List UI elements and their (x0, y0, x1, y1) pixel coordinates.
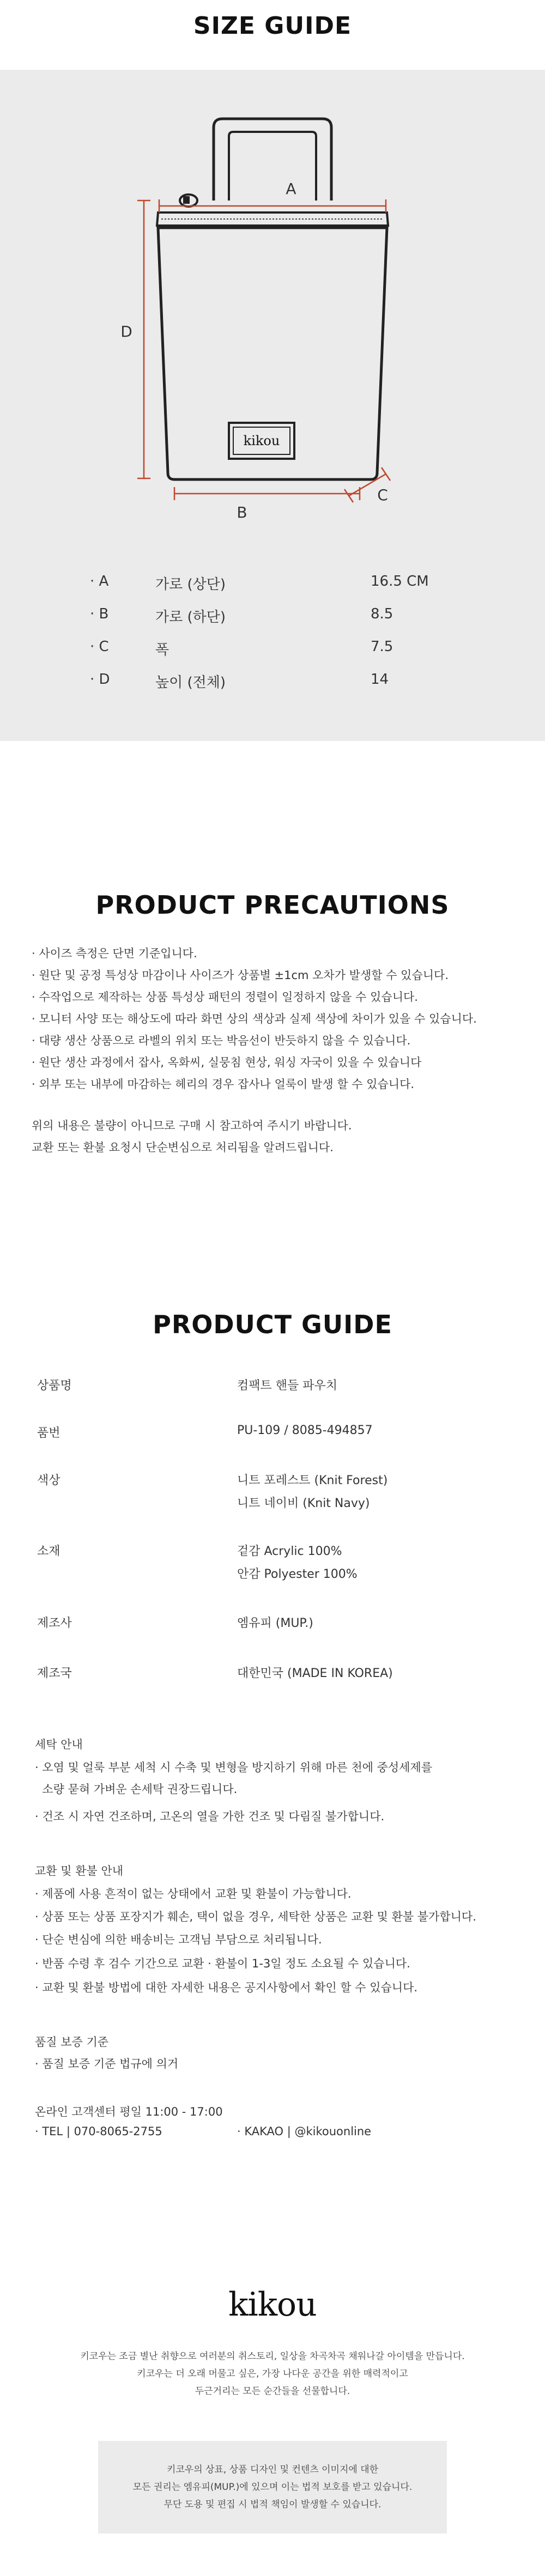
label-c: C (377, 486, 388, 504)
row-name: 가로 (상단) (155, 576, 226, 593)
brand-intro-line: 키코우는 조금 별난 취향으로 여러분의 취스토리, 일상을 차곡차곡 채워나갈 아이템을 만듭니다. (80, 2351, 465, 2362)
row-marker: · D (90, 671, 110, 688)
size-guide-title: SIZE GUIDE (193, 12, 352, 40)
copyright-line: 무단 도용 및 편집 시 법적 책임이 발생할 수 있습니다. (164, 2499, 382, 2510)
dimension-c-tick-left (344, 489, 353, 502)
exchange-title: 교환 및 환불 안내 (35, 1864, 124, 1878)
row-name: 폭 (155, 642, 169, 658)
copyright-line: 모든 권리는 엠유피(MUP.)에 있으며 이는 법적 보호를 받고 있습니다. (132, 2482, 413, 2493)
precaution-item: · 모니터 사양 또는 해상도에 따라 화면 상의 색상과 실제 색상에 차이가 있을 수 있습니다. (32, 1012, 477, 1025)
spec-value-material: 겉감 Acrylic 100% (237, 1545, 342, 1558)
spec-value-color: 니트 포레스트 (Knit Forest) (237, 1474, 388, 1487)
spec-value-material: 안감 Polyester 100% (237, 1568, 358, 1581)
spec-value-maker: 엠유피 (MUP.) (237, 1617, 313, 1630)
precaution-item: · 원단 생산 과정에서 잡사, 옥화씨, 실뭉침 현상, 워싱 자국이 있을 수 있습니다 (32, 1056, 422, 1069)
exchange-item: · 반품 수령 후 검수 기간으로 교환 · 환불이 1-3일 정도 소요될 수 있습니다. (35, 1957, 410, 1970)
spec-value-name: 컴팩트 핸들 파우치 (237, 1379, 338, 1393)
row-marker: · A (90, 573, 109, 590)
spec-value-color: 니트 네이비 (Knit Navy) (237, 1497, 370, 1510)
exchange-item: · 단순 변심에 의한 배송비는 고객님 부담으로 처리됩니다. (35, 1933, 322, 1946)
contact-kakao: · KAKAO | @kikouonline (237, 2125, 372, 2138)
exchange-item: · 상품 또는 상품 포장지가 훼손, 택이 없을 경우, 세탁한 상품은 교환 및 환불 불가합니다. (35, 1910, 476, 1923)
contact-tel: · TEL | 070-8065-2755 (35, 2125, 162, 2138)
precaution-item: · 대량 생산 상품으로 라벨의 위치 또는 박음선이 반듯하지 않을 수 있습니다. (32, 1034, 411, 1047)
row-value: 7.5 (371, 639, 393, 655)
copyright-line: 키코우의 상표, 상품 디자인 및 컨텐츠 이미지에 대한 (166, 2464, 379, 2475)
dimension-row-d (0, 664, 545, 696)
brand-logo: kikou (228, 2286, 317, 2324)
warranty-item: · 품질 보증 기준 법규에 의거 (35, 2057, 179, 2070)
precaution-note: 교환 또는 환불 요청시 단순변심으로 처리됨을 알려드립니다. (32, 1141, 334, 1154)
product-guide-title: PRODUCT GUIDE (153, 1310, 392, 1339)
size-guide-panel (0, 70, 545, 741)
dimension-row-c (0, 631, 545, 664)
precaution-item: · 외부 또는 내부에 마감하는 헤리의 경우 잡사나 얼룩이 발생 할 수 있습니다. (32, 1078, 415, 1091)
precaution-item: · 원단 및 공정 특성상 마감이나 사이즈가 상품별 ±1cm 오차가 발생할 수 있습니다. (32, 969, 449, 982)
spec-label-name: 상품명 (37, 1379, 72, 1393)
zipper-tab (183, 196, 190, 204)
label-d: D (120, 323, 132, 341)
spec-value-code: PU-109 / 8085-494857 (237, 1424, 373, 1437)
precaution-item: · 수작업으로 제작하는 상품 특성상 패턴의 정렬이 일정하지 않을 수 있습니다. (32, 991, 418, 1004)
exchange-item: · 교환 및 환불 방법에 대한 자세한 내용은 공지사항에서 확인 할 수 있습니다. (35, 1981, 418, 1994)
exchange-item: · 제품에 사용 흔적이 없는 상태에서 교환 및 환불이 가능합니다. (35, 1887, 352, 1900)
dimension-row-b (0, 598, 545, 631)
brand-intro-line: 두근거리는 모든 순간들을 선물합니다. (195, 2386, 350, 2397)
row-value: 16.5 CM (371, 573, 429, 590)
spec-value-origin: 대한민국 (MADE IN KOREA) (237, 1667, 393, 1680)
spec-label-origin: 제조국 (37, 1667, 72, 1680)
label-a: A (286, 180, 296, 198)
washing-item: 소량 묻혀 가벼운 손세탁 권장드립니다. (35, 1783, 238, 1796)
precautions-title: PRODUCT PRECAUTIONS (95, 890, 450, 920)
patch-logo-text: kikou (243, 433, 280, 448)
row-value: 8.5 (371, 606, 393, 622)
dimension-c-tick-right (382, 467, 390, 481)
row-marker: · B (90, 606, 109, 622)
row-name: 가로 (하단) (155, 609, 226, 625)
spec-label-material: 소재 (37, 1545, 60, 1558)
row-name: 높이 (전체) (155, 675, 226, 691)
precaution-note: 위의 내용은 불량이 아니므로 구매 시 참고하여 주시기 바랍니다. (32, 1119, 352, 1132)
precaution-item: · 사이즈 측정은 단면 기준입니다. (32, 947, 197, 960)
row-value: 14 (371, 671, 389, 688)
bag-diagram (0, 70, 545, 538)
spec-label-color: 색상 (37, 1474, 60, 1487)
contact-title: 온라인 고객센터 평일 11:00 - 17:00 (35, 2105, 223, 2118)
warranty-title: 품질 보증 기준 (35, 2036, 109, 2049)
label-b: B (237, 503, 247, 521)
dimension-row-a (0, 566, 545, 598)
washing-title: 세탁 안내 (35, 1738, 83, 1751)
row-marker: · C (90, 639, 109, 655)
handle-inner-line (229, 132, 316, 201)
washing-item: · 건조 시 자연 건조하며, 고온의 열을 가한 건조 및 다림질 불가합니다. (35, 1810, 385, 1823)
washing-item: · 오염 및 얼룩 부분 세척 시 수축 및 변형을 방지하기 위해 마른 천에 중성세제를 (35, 1761, 432, 1774)
spec-label-maker: 제조사 (37, 1617, 72, 1630)
copyright-notice-box (98, 2441, 447, 2534)
spec-label-code: 품번 (37, 1426, 60, 1440)
brand-intro-line: 키코우는 더 오래 머물고 싶은, 가장 나다운 공간을 위한 매력적이고 (137, 2368, 408, 2379)
